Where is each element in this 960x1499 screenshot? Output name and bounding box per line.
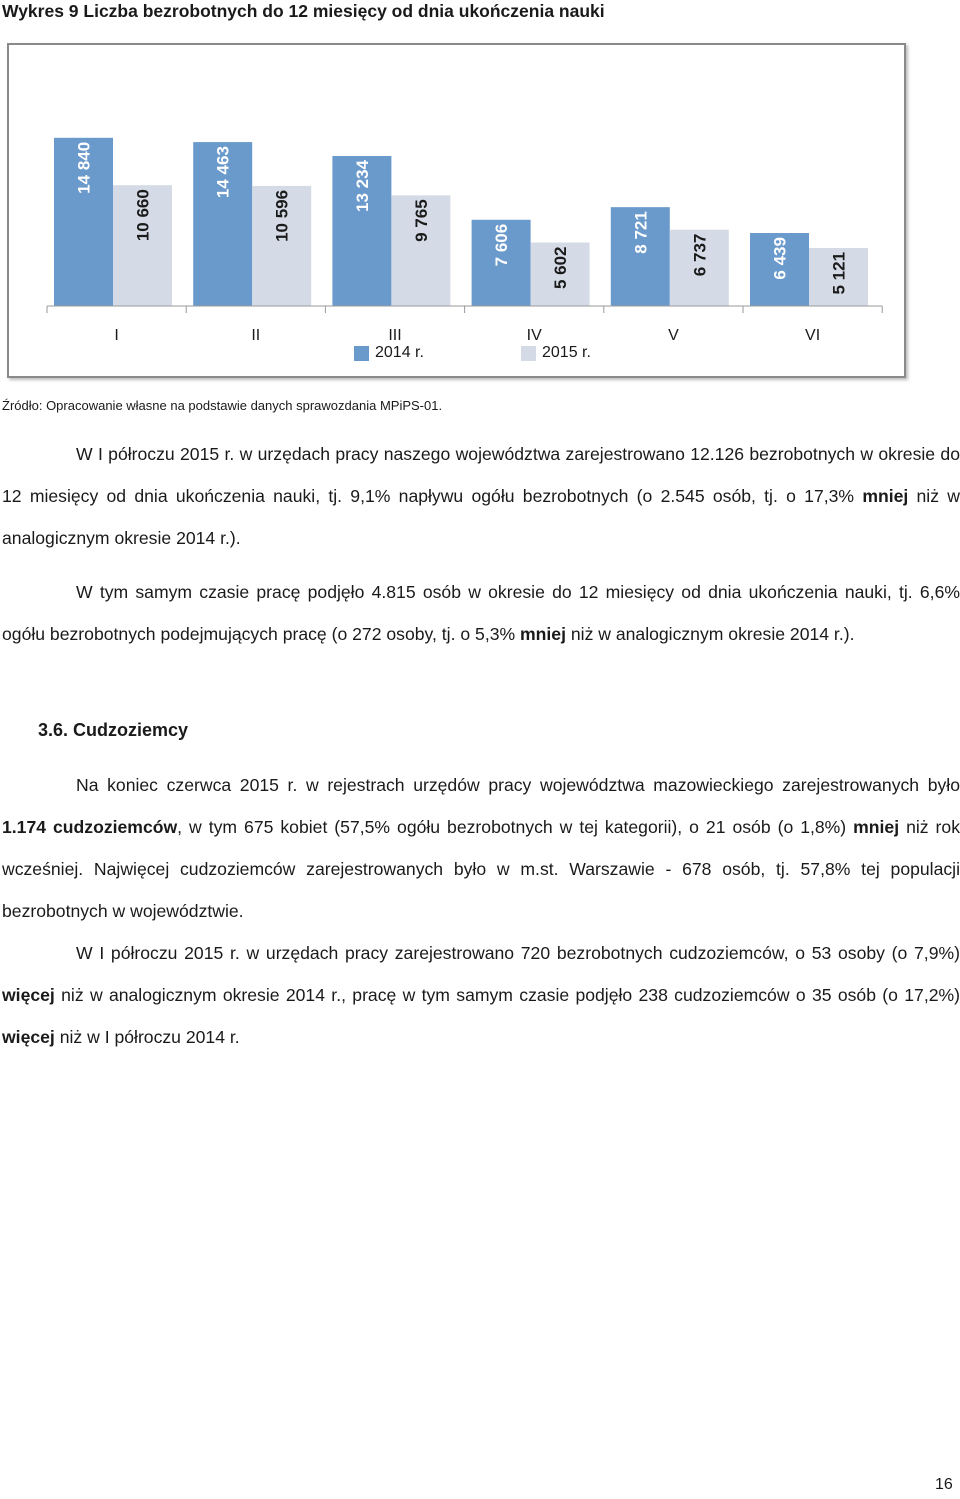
data-label-VI-2014r: 6 439 — [770, 237, 790, 280]
data-label-II-2014r: 14 463 — [213, 146, 233, 199]
x-axis-label-II: II — [251, 327, 261, 344]
data-label-VI-2015r: 5 121 — [829, 251, 849, 295]
data-label-II-2015r: 10 596 — [272, 189, 292, 242]
legend-item-2015 — [521, 344, 591, 362]
p2-text-2: niż w analogicznym okresie 2014 r.). — [565, 624, 855, 644]
data-label-V-2015r: 6 737 — [690, 233, 710, 277]
data-label-IV-2014r: 7 606 — [492, 223, 512, 267]
data-label-III-2014r: 13 234 — [352, 160, 372, 213]
section-heading: 3.6. Cudzoziemcy — [38, 720, 189, 740]
x-axis-label-V: V — [668, 327, 679, 344]
p4-bold-2: więcej — [2, 1027, 55, 1047]
p1-text-2: niż w analogicznym okresie 2014 r.). — [2, 486, 960, 548]
paragraph-graduates-employed — [2, 571, 960, 655]
paragraph-foreigners-flow — [2, 932, 960, 1058]
source-note: Źródło: Opracowanie własne na podstawie danych sprawozdania MPiPS-01. — [2, 398, 443, 413]
p4-text-3: niż w I półroczu 2014 r. — [54, 1027, 240, 1047]
data-label-IV-2015r: 5 602 — [551, 246, 571, 290]
page-number: 16 — [935, 1476, 953, 1493]
x-axis-label-III: III — [388, 327, 402, 344]
p1-bold-1: mniej — [862, 486, 909, 506]
paragraph-graduates-registered — [2, 433, 960, 559]
p1-text-1: W I półroczu 2015 r. w urzędach pracy naszego województwa zarejestrowano 12.126 bezrobotnych w okresie do 12 miesięcy od dnia ukończenia nauki, tj. 9,1% napływu ogółu bezrobotnych (o 2.545 osób, tj. o 17,3% — [2, 444, 960, 506]
p3-bold-1: 1.174 cudzoziemców — [2, 817, 178, 837]
x-axis-label-IV: IV — [526, 327, 542, 344]
p3-text-1: Na koniec czerwca 2015 r. w rejestrach urzędów pracy województwa mazowieckiego zarejestrowanych było — [76, 775, 960, 795]
legend-item-2014 — [354, 344, 424, 362]
chart-legend — [9, 344, 904, 366]
legend-label-2014: 2014 r. — [375, 344, 424, 361]
p4-text-1: W I półroczu 2015 r. w urzędach pracy zarejestrowano 720 bezrobotnych cudzoziemców, o 53 osoby (o 7,9%) — [76, 943, 960, 963]
p4-bold-1: więcej — [2, 985, 55, 1005]
bar-chart — [7, 43, 906, 378]
data-label-I-2014r: 14 840 — [74, 141, 94, 194]
p3-bold-2: mniej — [853, 817, 900, 837]
chart-title: Wykres 9 Liczba bezrobotnych do 12 miesięcy od dnia ukończenia nauki — [2, 1, 605, 21]
p2-text-1: W tym samym czasie pracę podjęło 4.815 osób w okresie do 12 miesięcy od dnia ukończenia nauki, tj. 6,6% ogółu bezrobotnych podejmujących pracę (o 272 osoby, tj. o 5,3% — [2, 582, 960, 644]
paragraph-foreigners-registered — [2, 764, 960, 932]
legend-label-2015: 2015 r. — [542, 344, 591, 361]
legend-swatch-2014 — [354, 346, 369, 361]
data-label-V-2014r: 8 721 — [631, 211, 651, 254]
x-axis-label-I: I — [114, 327, 119, 344]
data-label-I-2015r: 10 660 — [133, 189, 153, 242]
data-label-III-2015r: 9 765 — [411, 199, 431, 242]
p3-text-3: niż rok wcześniej. Najwięcej cudzoziemców zarejestrowanych było w m.st. Warszawie - 678 osób, tj. 57,8% tej populacji bezrobotnych w województwie. — [2, 817, 960, 921]
p4-text-2: niż w analogicznym okresie 2014 r., pracę w tym samym czasie podjęło 238 cudzoziemców o 35 osób (o 17,2%) — [54, 985, 960, 1005]
p3-text-2: , w tym 675 kobiet (57,5% ogółu bezrobotnych w tej kategorii), o 21 osób (o 1,8%) — [177, 817, 854, 837]
x-axis-label-VI: VI — [805, 327, 821, 344]
chart-plot — [9, 45, 904, 376]
legend-swatch-2015 — [521, 346, 536, 361]
p2-bold-1: mniej — [520, 624, 566, 644]
